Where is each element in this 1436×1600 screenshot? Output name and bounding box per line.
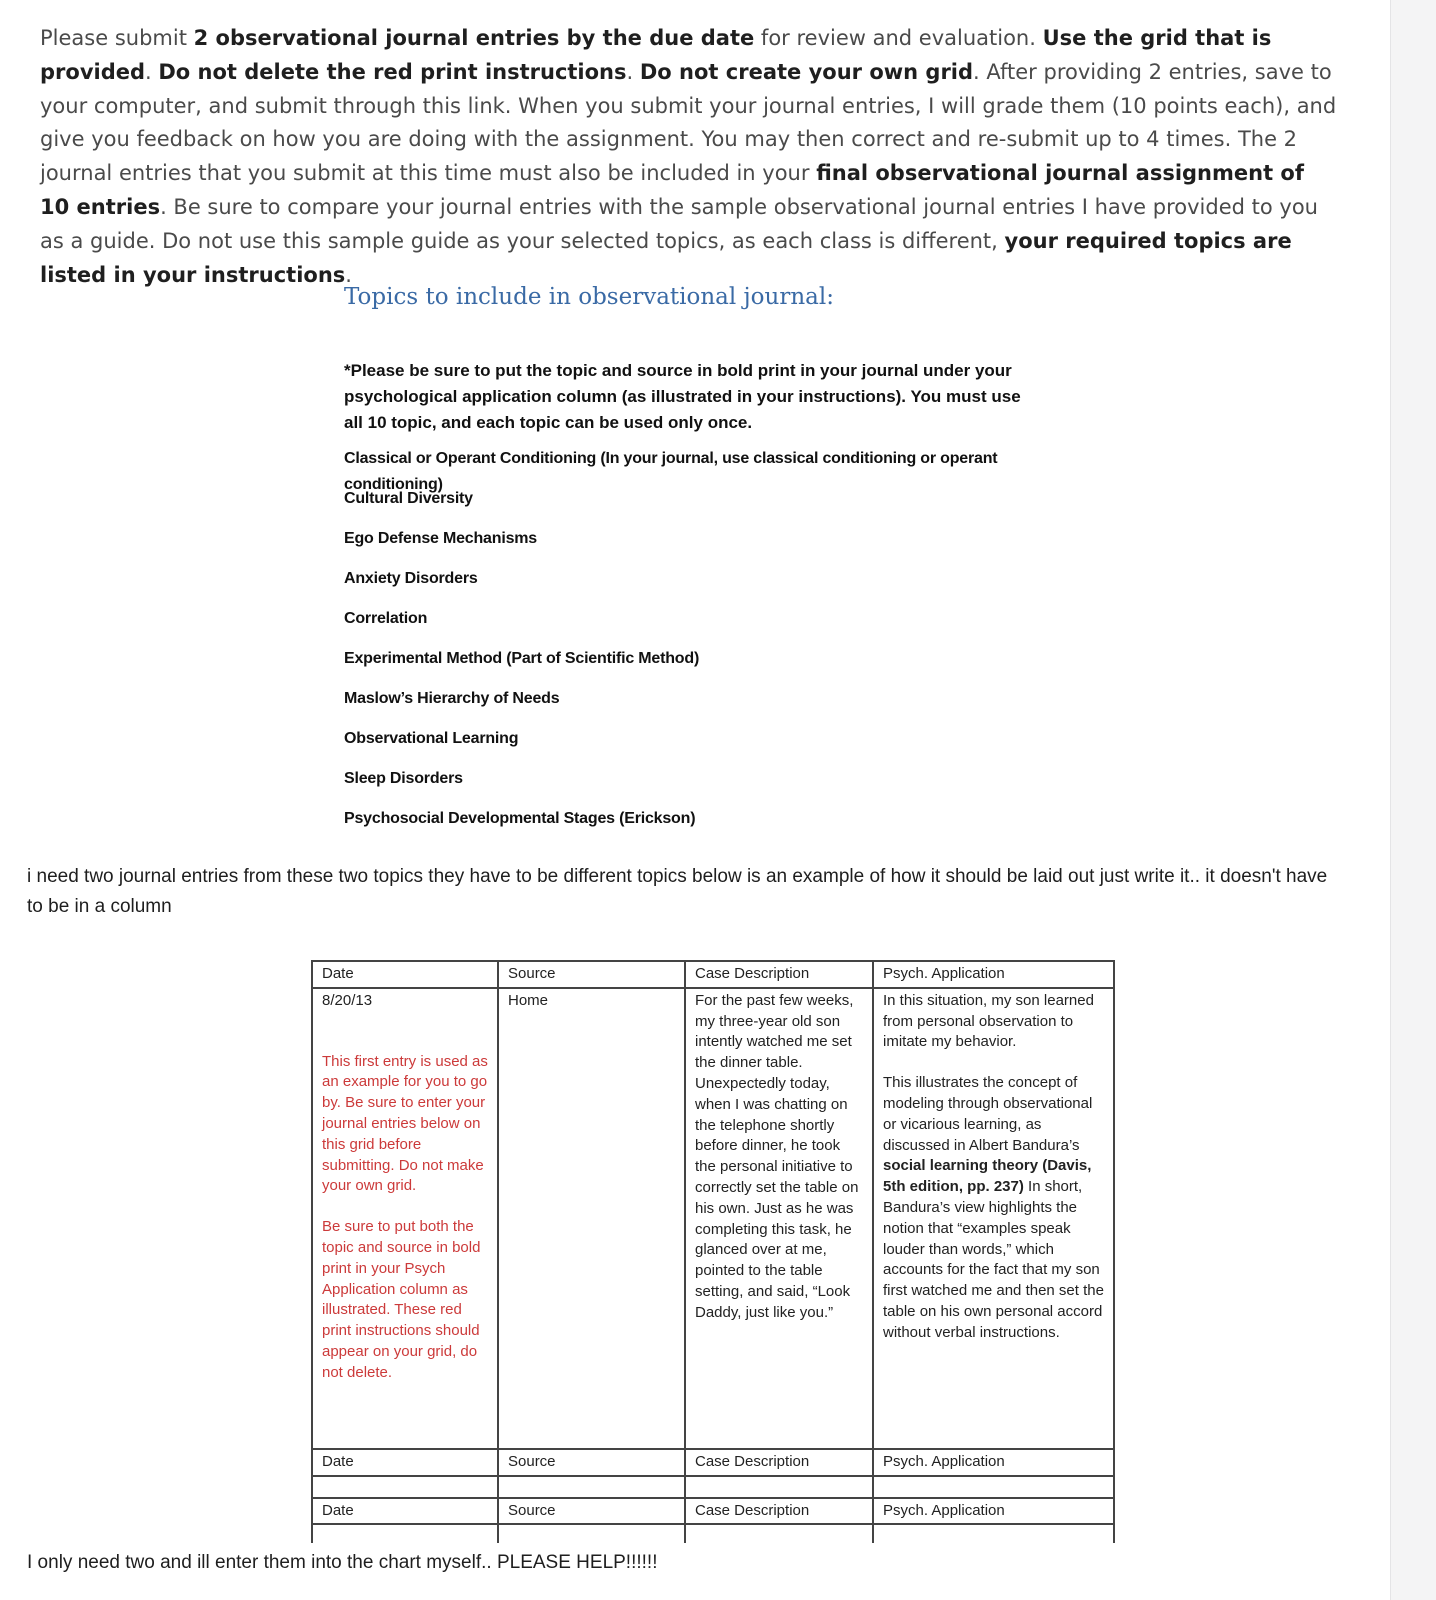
sample-journal-grid: [311, 960, 1113, 1543]
spacer: [322, 1012, 488, 1032]
entry-date: 8/20/13: [322, 991, 373, 1009]
topic-item: Psychosocial Developmental Stages (Erickson): [344, 810, 696, 827]
empty-cell: [498, 1524, 685, 1543]
intro-text: Please submit: [40, 26, 194, 50]
empty-cell: [498, 1476, 685, 1498]
right-scroll-gutter: [1390, 0, 1436, 1600]
empty-cell: [685, 1476, 873, 1498]
case-description-cell: [685, 988, 873, 1449]
topics-title: Topics to include in observational journal:: [344, 284, 834, 310]
header-source: Source: [498, 961, 685, 988]
intro-bold: final observational journal assignment of 10 entries: [40, 161, 1304, 219]
red-instruction-1: This first entry is used as an example for you to go by. Be sure to enter your journal entries below on this grid before submitting. Do not make your own grid.: [322, 1052, 488, 1195]
empty-cell: [312, 1476, 498, 1498]
empty-entry-row: [312, 1524, 1114, 1543]
empty-entry-row: [312, 1476, 1114, 1498]
intro-text: . After providing 2 entries, save to your computer, and submit through this link. When you submit your journal entries, I will grade them (10 points each), and give you feedback on how you are doing with the assignment. You may then correct and re-submit up to 4 times. The 2 journal entries that you submit at this time must also be included in your: [40, 59, 1337, 186]
spacer: [322, 1197, 488, 1217]
entry-source: Home: [508, 991, 549, 1009]
psych-application-cell: [873, 988, 1114, 1449]
case-description-text: For the past few weeks, my three-year old son intently watched me set the dinner table. Unexpectedly today, when I was chatting on the telephone shortly before dinner, he took the personal initiative to correctly set the table on his own. Just as he was completing this task, he glanced over at me, pointed to the table setting, and said, “Look Daddy, just like you.”: [695, 991, 859, 1321]
assignment-instructions: [40, 22, 1340, 292]
intro-bold: Do not create your own grid: [639, 59, 974, 84]
date-cell: [312, 988, 498, 1449]
header-case-description: Case Description: [685, 1498, 873, 1525]
header-source: Source: [498, 1449, 685, 1476]
topic-item: Experimental Method (Part of Scientific Method): [344, 650, 700, 667]
topic-item: Anxiety Disorders: [344, 570, 478, 587]
header-case-description: Case Description: [685, 1449, 873, 1476]
topics-section: [344, 284, 1084, 846]
header-case-description: Case Description: [685, 961, 873, 988]
psych-application-text-1: In this situation, my son learned from personal observation to imitate my behavior.: [883, 991, 1094, 1051]
spacer: [322, 1032, 488, 1052]
topics-note: *Please be sure to put the topic and source in bold print in your journal under your psychological application column (as illustrated in your instructions). You must use all 10 topic, and each topic can be used only once.: [344, 361, 1021, 432]
table-row-example: [312, 988, 1114, 1449]
intro-text: .: [145, 59, 159, 84]
topic-item: Maslow’s Hierarchy of Needs: [344, 690, 560, 707]
intro-text: .: [345, 262, 352, 287]
table-header-row: [312, 961, 1114, 988]
header-date: Date: [312, 1449, 498, 1476]
topic-item: Correlation: [344, 610, 428, 627]
empty-cell: [873, 1524, 1114, 1543]
student-request: i need two journal entries from these two topics they have to be different topics below is an example of how it should be laid out just write it.. it doesn't have to be in a column: [27, 866, 1328, 917]
empty-cell: [312, 1524, 498, 1543]
psych-text: In short, Bandura’s view highlights the notion that “examples speak louder than words,” which accounts for the fact that my son first watched me and then set the table on his own personal accord without verbal instructions.: [883, 1178, 1104, 1341]
intro-bold: your required topics are listed in your instructions: [40, 228, 1292, 287]
topic-item: Sleep Disorders: [344, 770, 463, 787]
intro-text: for review and evaluation.: [754, 26, 1043, 50]
spacer: [883, 1053, 1104, 1073]
header-date: Date: [312, 1498, 498, 1525]
red-instruction-2: Be sure to put both the topic and source in bold print in your Psych Application column as illustrated. These red print instructions should appear on your grid, do not delete.: [322, 1218, 481, 1381]
empty-cell: [685, 1524, 873, 1543]
intro-text: .: [626, 59, 640, 84]
intro-bold: Use the grid that is provided: [40, 26, 1272, 84]
table-header-row-2: [312, 1449, 1114, 1476]
header-source: Source: [498, 1498, 685, 1525]
empty-cell: [873, 1476, 1114, 1498]
journal-table: [311, 960, 1115, 1543]
topic-item: Cultural Diversity: [344, 490, 473, 507]
header-psych-application: Psych. Application: [873, 961, 1114, 988]
topic-item: Observational Learning: [344, 730, 519, 747]
header-psych-application: Psych. Application: [873, 1449, 1114, 1476]
intro-text: . Be sure to compare your journal entries with the sample observational journal entries I have provided to you as a guide. Do not use this sample guide as your selected topics, as each class is different,: [40, 194, 1318, 253]
topic-item: Ego Defense Mechanisms: [344, 530, 537, 547]
source-cell: [498, 988, 685, 1449]
intro-bold: 2 observational journal entries by the due date: [193, 26, 755, 50]
psych-application-text-2: [883, 1073, 1104, 1343]
table-header-row-3: [312, 1498, 1114, 1525]
topic-item: Classical or Operant Conditioning (In your journal, use classical conditioning or operant conditioning): [344, 450, 998, 493]
topics-list: [344, 446, 1084, 846]
closing-message: I only need two and ill enter them into the chart myself.. PLEASE HELP!!!!!!: [27, 1552, 658, 1573]
intro-bold: Do not delete the red print instructions: [158, 59, 627, 84]
header-psych-application: Psych. Application: [873, 1498, 1114, 1525]
psych-bold-citation: social learning theory (Davis, 5th edition, pp. 237): [883, 1157, 1092, 1196]
header-date: Date: [312, 961, 498, 988]
psych-text: This illustrates the concept of modeling through observational or vicarious learning, as discussed in Albert Bandura’s: [883, 1074, 1093, 1154]
